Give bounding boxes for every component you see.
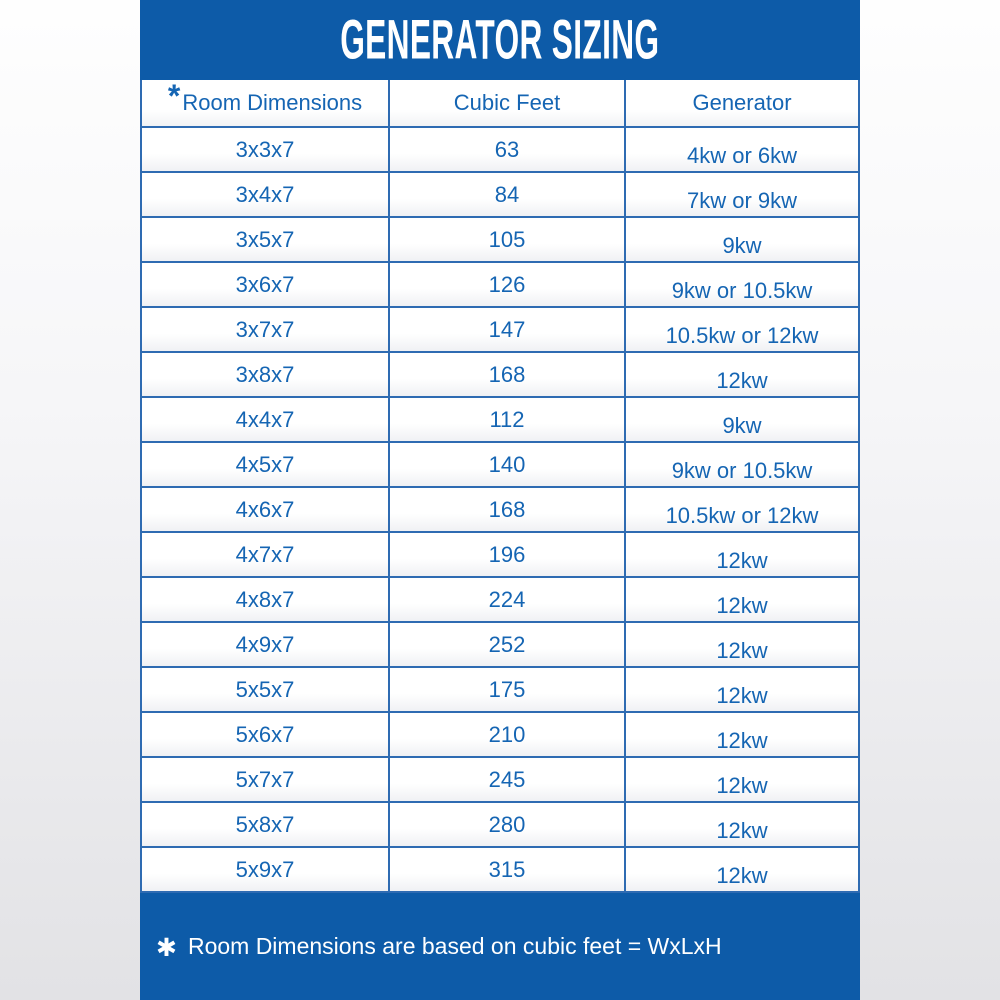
room-dimensions-value: 4x5x7 (142, 443, 390, 486)
room-dimensions-value: 5x6x7 (142, 713, 390, 756)
room-dimensions-value: 5x8x7 (142, 803, 390, 846)
cubic-feet-value: 147 (390, 308, 626, 351)
table-header-row (142, 77, 858, 128)
table-row (142, 263, 858, 308)
generator-value: 12kw (716, 817, 768, 843)
generator-value: 9kw (722, 232, 762, 258)
cubic-feet-value: 168 (390, 353, 626, 396)
table-row (142, 488, 858, 533)
table-row (142, 533, 858, 578)
generator-value: 12kw (716, 682, 768, 708)
header-room-dimensions-label: Room Dimensions (182, 90, 363, 115)
room-dimensions-value: 4x7x7 (142, 533, 390, 576)
table-row (142, 398, 858, 443)
generator-value: 9kw (722, 412, 762, 438)
table-row (142, 218, 858, 263)
sizing-table (140, 77, 860, 893)
title-band (140, 0, 860, 80)
table-body (142, 128, 858, 893)
cubic-feet-value: 140 (390, 443, 626, 486)
room-dimensions-value: 4x6x7 (142, 488, 390, 531)
asterisk-icon: ✱ (156, 933, 177, 962)
generator-value: 12kw (716, 367, 768, 393)
cubic-feet-value: 112 (390, 398, 626, 441)
generator-value: 12kw (716, 547, 768, 573)
table-row (142, 848, 858, 893)
table-row (142, 623, 858, 668)
room-dimensions-value: 3x8x7 (142, 353, 390, 396)
generator-value: 9kw or 10.5kw (671, 457, 813, 483)
generator-value: 4kw or 6kw (686, 142, 798, 168)
generator-value: 7kw or 9kw (686, 187, 798, 213)
table-row (142, 308, 858, 353)
cubic-feet-value: 84 (390, 173, 626, 216)
cubic-feet-value: 224 (390, 578, 626, 621)
generator-sizing-panel (140, 0, 860, 1000)
cubic-feet-value: 126 (390, 263, 626, 306)
cubic-feet-value: 105 (390, 218, 626, 261)
table-row (142, 758, 858, 803)
room-dimensions-value: 4x8x7 (142, 578, 390, 621)
table-row (142, 443, 858, 488)
room-dimensions-value: 5x7x7 (142, 758, 390, 801)
generator-value: 12kw (716, 727, 768, 753)
table-row (142, 578, 858, 623)
room-dimensions-value: 5x5x7 (142, 668, 390, 711)
room-dimensions-value: 4x9x7 (142, 623, 390, 666)
generator-value: 9kw or 10.5kw (671, 277, 813, 303)
generator-value: 10.5kw or 12kw (665, 322, 819, 348)
cubic-feet-value: 63 (390, 128, 626, 171)
cubic-feet-value: 280 (390, 803, 626, 846)
room-dimensions-value: 3x7x7 (142, 308, 390, 351)
cubic-feet-value: 168 (390, 488, 626, 531)
generator-value: 12kw (716, 862, 768, 888)
room-dimensions-value: 3x5x7 (142, 218, 390, 261)
room-dimensions-value: 5x9x7 (142, 848, 390, 891)
header-generator: Generator (692, 90, 792, 115)
room-dimensions-value: 3x3x7 (142, 128, 390, 171)
cubic-feet-value: 175 (390, 668, 626, 711)
footnote-band (140, 893, 860, 1000)
generator-value: 12kw (716, 592, 768, 618)
table-row (142, 668, 858, 713)
room-dimensions-value: 4x4x7 (142, 398, 390, 441)
header-room-dimensions (142, 77, 390, 126)
room-dimensions-value: 3x6x7 (142, 263, 390, 306)
page-title: GENERATOR SIZING (340, 9, 660, 71)
cubic-feet-value: 252 (390, 623, 626, 666)
generator-value: 12kw (716, 772, 768, 798)
table-row (142, 353, 858, 398)
header-cubic-feet: Cubic Feet (390, 80, 626, 126)
generator-value: 10.5kw or 12kw (665, 502, 819, 528)
table-row (142, 173, 858, 218)
asterisk-marker: * (167, 77, 181, 114)
footnote-text: Room Dimensions are based on cubic feet = WxLxH (187, 933, 722, 959)
room-dimensions-value: 3x4x7 (142, 173, 390, 216)
cubic-feet-value: 210 (390, 713, 626, 756)
table-row (142, 128, 858, 173)
cubic-feet-value: 245 (390, 758, 626, 801)
table-row (142, 713, 858, 758)
generator-value: 12kw (716, 637, 768, 663)
cubic-feet-value: 315 (390, 848, 626, 891)
table-row (142, 803, 858, 848)
cubic-feet-value: 196 (390, 533, 626, 576)
